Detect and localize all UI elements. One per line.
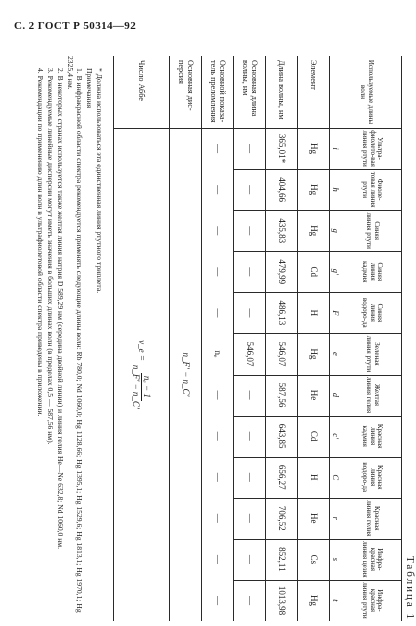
column-header: Синяя линия кадмия [361,261,385,283]
column-symbol: F [331,310,342,316]
abbe-fraction [132,365,153,409]
table-cell: 706,52 [277,505,288,531]
column-symbol: i [331,147,342,150]
column-header: Красная линия кадмия [361,423,385,449]
table-cell: nₑ [213,350,224,358]
table-cell: 365,01* [277,133,288,164]
table-cell: — [213,472,224,482]
data-table [114,56,402,621]
table-cell: — [213,431,224,441]
column-header: Инфра-красная линия ртути [361,582,385,619]
row-label: Число Аббе [137,60,147,101]
table-cell: — [245,185,256,195]
column-header: Синяя линия ртути [365,212,381,249]
row-label: Элемент [309,60,319,90]
table-cell: — [245,431,256,441]
table-cell: 479,99 [277,259,288,285]
table-cell: — [245,513,256,523]
table-cell: 852,11 [277,547,288,572]
column-header: Желтая линия гелия [365,377,381,414]
table-cell: 643,85 [277,423,288,449]
column-symbol: s [331,557,342,562]
table-cell: Hg [309,225,320,237]
table-cell: Cs [309,554,320,565]
table-cell: 1013,98 [277,585,288,616]
row-label: Основная длина волны, нм [241,60,259,117]
table-cell: — [213,308,224,318]
column-symbol: c′ [331,433,342,439]
rotated-page-content [14,56,414,621]
abbe-formula [114,128,170,621]
table-cell: — [213,226,224,236]
column-header: Красная линия гелия [365,500,381,537]
table-cell: — [213,595,224,605]
table-cell: — [213,185,224,195]
table-cell: 546,07 [277,341,288,367]
corner-header: Используемые длины волн [359,59,375,125]
table-cell: Cd [309,266,320,278]
table-cell: — [245,554,256,564]
table-cell: — [245,144,256,154]
column-header: Красная линия водоро-да [361,462,385,492]
row-label: Основной показа-тель преломления [209,60,227,123]
table-cell: H [309,473,320,481]
table-notes [35,56,104,621]
table-cell: — [245,595,256,605]
dispersion-formula: n_F′ − n_C′ [181,352,191,397]
abbe-lhs: ν_e = [137,340,147,361]
abbe-numerator: nₑ − 1 [142,373,153,401]
table-cell: 435,83 [277,218,288,244]
table-cell: — [245,226,256,236]
table-cell: — [245,308,256,318]
table-cell: — [245,472,256,482]
table-cell: — [213,390,224,400]
column-header: Инфра-красная линия цезия [361,541,385,578]
column-symbol: r [331,516,342,520]
note-line: 3. Рекомендуемые линейные дисперсии могут иметь значения в больших длинах волн (в пределах 0,5 — 587,56 нм). [46,68,56,445]
column-symbol: d [331,392,342,398]
column-symbol: g′ [331,268,342,275]
note-line: * Должна использоваться эта единственная линия ртутного триплета. [95,68,104,294]
table-cell: Hg [309,594,320,606]
table-cell: 546,07 [245,341,256,367]
column-symbol: g [331,228,342,233]
column-symbol: t [331,599,342,602]
column-header: Фиоле-товая линия ртути [361,171,385,208]
table-cell: Cd [309,430,320,442]
table-cell: Hg [309,348,320,360]
table-label: Таблица 1 [404,555,416,621]
column-symbol: e [331,352,342,356]
table-cell: — [213,513,224,523]
table-cell: Hg [309,184,320,196]
table-cell: H [309,309,320,317]
note-line: Примечания [85,68,95,109]
table-cell: — [213,267,224,277]
table-cell: He [309,389,320,401]
row-label: Основная дис-персия [177,60,195,111]
table-cell: — [245,390,256,400]
note-line: 4. Рекомендации по применению длин волн в ультрафиолетовой области спектра приведены в приложении. [36,68,46,417]
table-cell: — [213,144,224,154]
column-header: Синяя линия водоро-да [361,298,385,328]
page-header: С. 2 ГОСТ Р 50314—92 [14,20,137,32]
abbe-denominator: n_F′ − n_C′ [131,364,142,409]
note-line: 1. В инфракрасной области спектра рекомендуется применять следующие длины волн: Rb 780,0; Nd 1060,0; Hg 1128,66; Hg 1395,1; Hg 1529,6; Hg 1813,1; Hg 1970,1; Hg 2325,4 нм. [65,56,85,613]
column-symbol: h [331,187,342,192]
column-header: Зеленая линия ртути [365,335,381,373]
column-header: Ультра-фиолето-вая линия ртути [361,130,385,167]
table-cell: 656,27 [277,464,288,490]
table-cell: 404,66 [277,177,288,202]
table-cell: 486,13 [277,300,288,326]
table-cell: 587,56 [277,382,288,408]
note-line: 2. В некоторых странах используется также желтая линия натрия D 589,29 нм (середина двойной линии) и линия гелия He—Ne 632,8; Nd 1060,0 нм. [55,68,65,550]
table-cell: Hg [309,143,320,155]
row-label: Длина волны, нм [277,60,287,120]
table-cell: — [213,554,224,564]
column-symbol: C [331,474,342,481]
table-cell: — [245,267,256,277]
table-cell: He [309,513,320,524]
